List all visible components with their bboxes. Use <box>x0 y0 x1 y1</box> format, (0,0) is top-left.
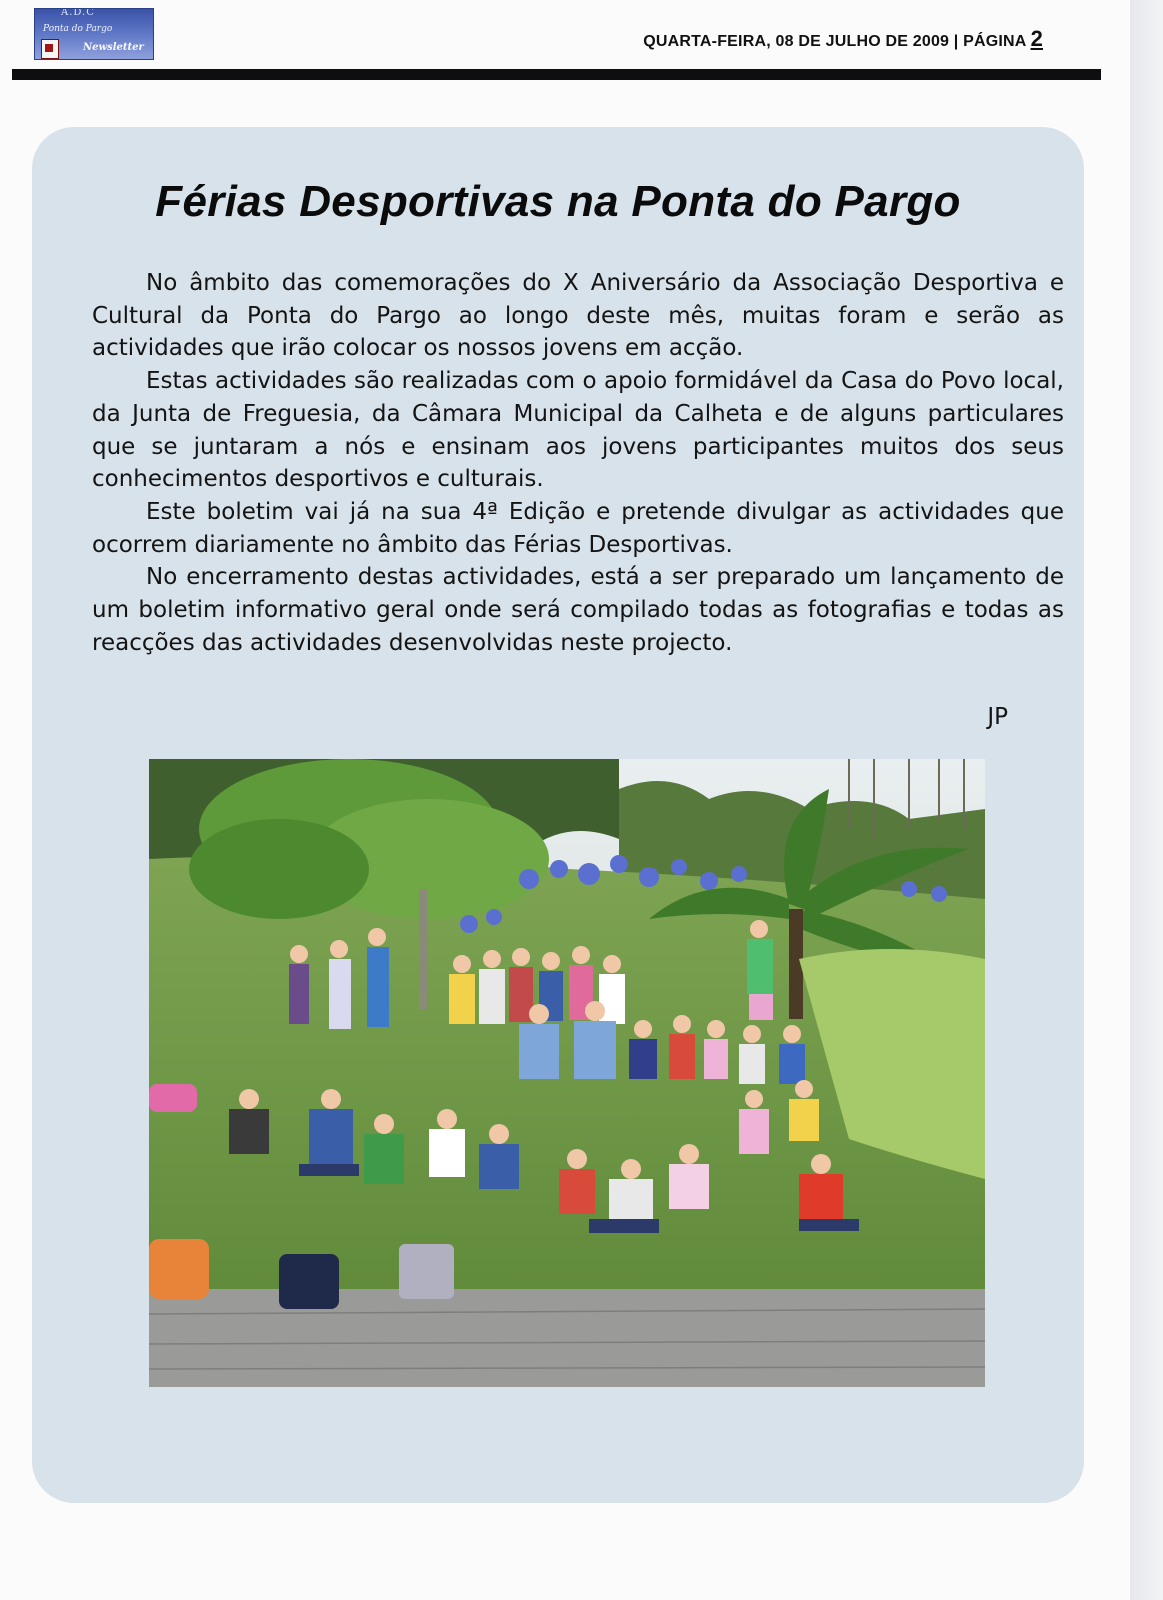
group-photo-illustration <box>149 759 985 1387</box>
article-paragraph: No âmbito das comemorações do X Aniversário da Associação Desportiva e Cultural da Ponta do Pargo ao longo deste mês, muitas foram e serão as actividades que irão colocar os nossos jovens em acção. <box>92 270 1064 362</box>
article-body <box>92 267 1064 659</box>
article-paragraph: Este boletim vai já na sua 4ª Edição e pretende divulgar as actividades que ocorrem diariamente no âmbito das Férias Desportivas. <box>92 498 1064 558</box>
group-photo <box>149 759 985 1387</box>
article-paragraph: Estas actividades são realizadas com o apoio formidável da Casa do Povo local, da Junta de Freguesia, da Câmara Municipal da Calheta e de alguns particulares que se juntaram a nós e ensinam aos jovens participantes muitos dos seus conhecimentos desportivos e culturais. <box>92 368 1064 493</box>
issue-date-line <box>643 26 1043 52</box>
scan-page-edge <box>1130 0 1163 1600</box>
issue-date: QUARTA-FEIRA, 08 DE JULHO DE 2009 | PÁGINA <box>643 33 1027 50</box>
logo-text-middle: Ponta do Pargo <box>43 24 113 34</box>
article-title: Férias Desportivas na Ponta do Pargo <box>155 177 961 226</box>
logo-text-top: A.D.C <box>61 8 95 18</box>
page-number: 2 <box>1030 26 1043 51</box>
logo-text-bottom: Newsletter <box>83 42 144 53</box>
article-panel <box>32 127 1084 1503</box>
crest-icon <box>41 39 59 59</box>
header-divider <box>12 69 1101 80</box>
article-author: JP <box>987 704 1008 730</box>
newsletter-logo <box>34 8 154 60</box>
article-paragraph: No encerramento destas actividades, está a ser preparado um lançamento de um boletim informativo geral onde será compilado todas as fotografias e todas as reacções das actividades desenvolvidas neste projecto. <box>92 564 1064 656</box>
